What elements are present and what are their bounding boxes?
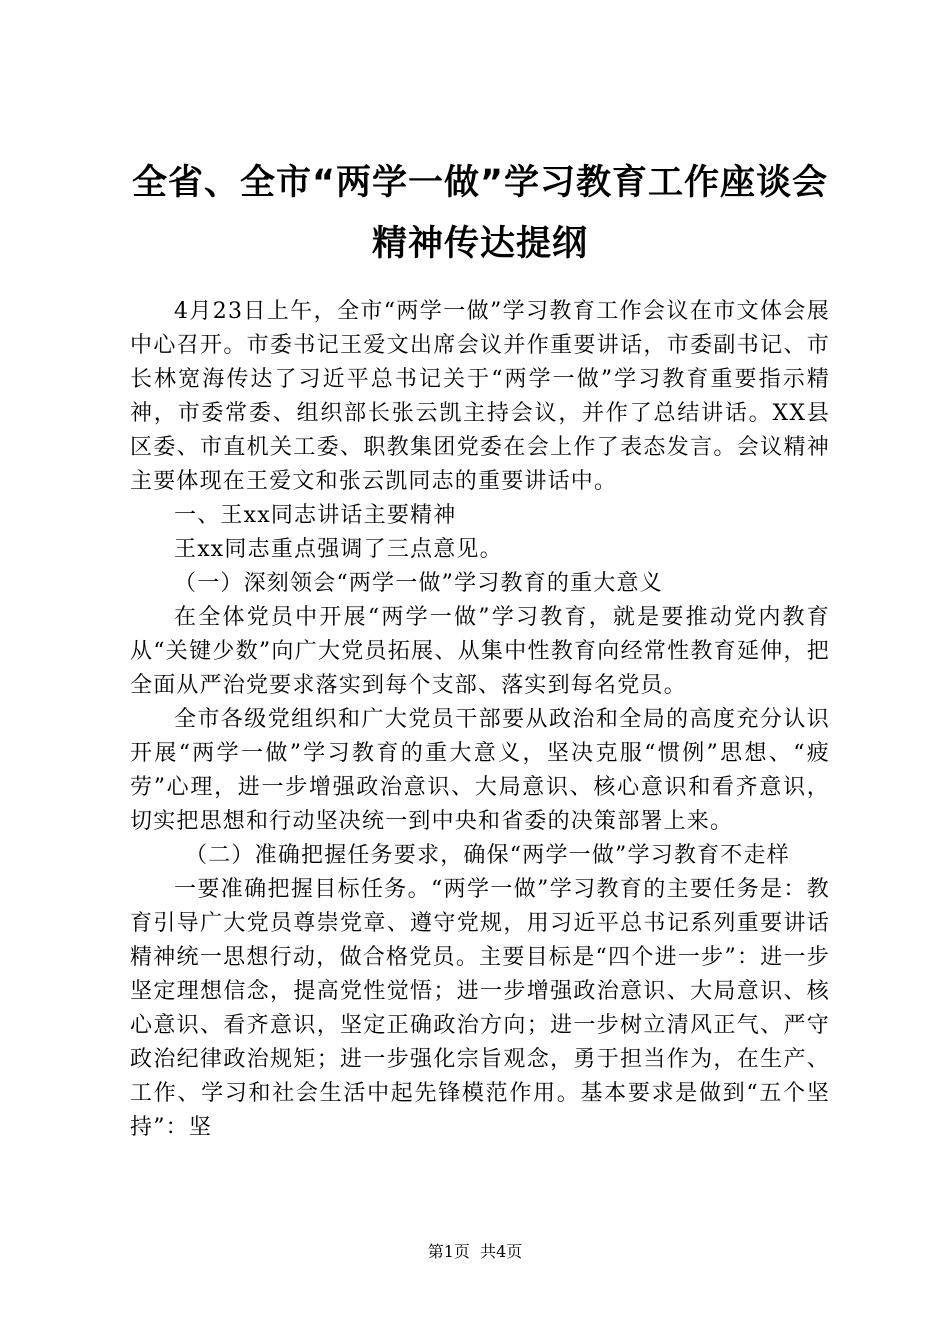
paragraph-political-awareness: 全市各级党组织和广大党员干部要从政治和全局的高度充分认识开展“两学一做”学习教育的重大意义，坚决克服“惯例”思想、“疲劳”心理，进一步增强政治意识、大局意识、核心意识和看齐意识，切实把思想和行动坚决统一到中央和省委的决策部署上来。	[130, 707, 830, 834]
page-number-label: 第1页 共4页	[427, 1242, 523, 1261]
section-heading-1: 一、王xx同志讲话主要精神	[174, 503, 457, 528]
document-title-line-2: 精神传达提纲	[371, 224, 588, 264]
page-footer	[0, 1242, 950, 1262]
paragraph-goals-tasks: 一要准确把握目标任务。“两学一做”学习教育的主要任务是：教育引导广大党员尊崇党章、遵守党规，用习近平总书记系列重要讲话精神统一思想行动，做合格党员。主要目标是“四个进一步”：进一步坚定理想信念，提高党性觉悟；进一步增强政治意识、大局意识、核心意识、看齐意识，坚定正确政治方向；进一步树立清风正气、严守政治纪律政治规矩；进一步强化宗旨观念，勇于担当作为，在生产、工作、学习和社会生活中起先锋模范作用。基本要求是做到“五个坚持”：坚	[130, 877, 830, 1140]
paragraph-significance: 在全体党员中开展“两学一做”学习教育，就是要推动党内教育从“关键少数”向广大党员拓展、从集中性教育向经常性教育延伸，把全面从严治党要求落实到每个支部、落实到每名党员。	[130, 605, 830, 698]
paragraph-meeting-intro: 4月23日上午，全市“两学一做”学习教育工作会议在市文体会展中心召开。市委书记王爱文出席会议并作重要讲话，市委副书记、市长林宽海传达了习近平总书记关于“两学一做”学习教育重要指示精神，市委常委、组织部长张云凯主持会议，并作了总结讲话。XX县区委、市直机关工委、职教集团党委在会上作了表态发言。会议精神主要体现在王爱文和张云凯同志的重要讲话中。	[130, 299, 830, 494]
paragraph-three-points: 王xx同志重点强调了三点意见。	[174, 537, 503, 562]
subsection-heading-2: （二）准确把握任务要求，确保“两学一做”学习教育不走样	[185, 843, 790, 868]
document-title-line-1: 全省、全市“两学一做”学习教育工作座谈会	[131, 163, 828, 203]
subsection-heading-1: （一）深刻领会“两学一做”学习教育的重大意义	[174, 571, 663, 596]
document-body	[130, 295, 830, 1145]
